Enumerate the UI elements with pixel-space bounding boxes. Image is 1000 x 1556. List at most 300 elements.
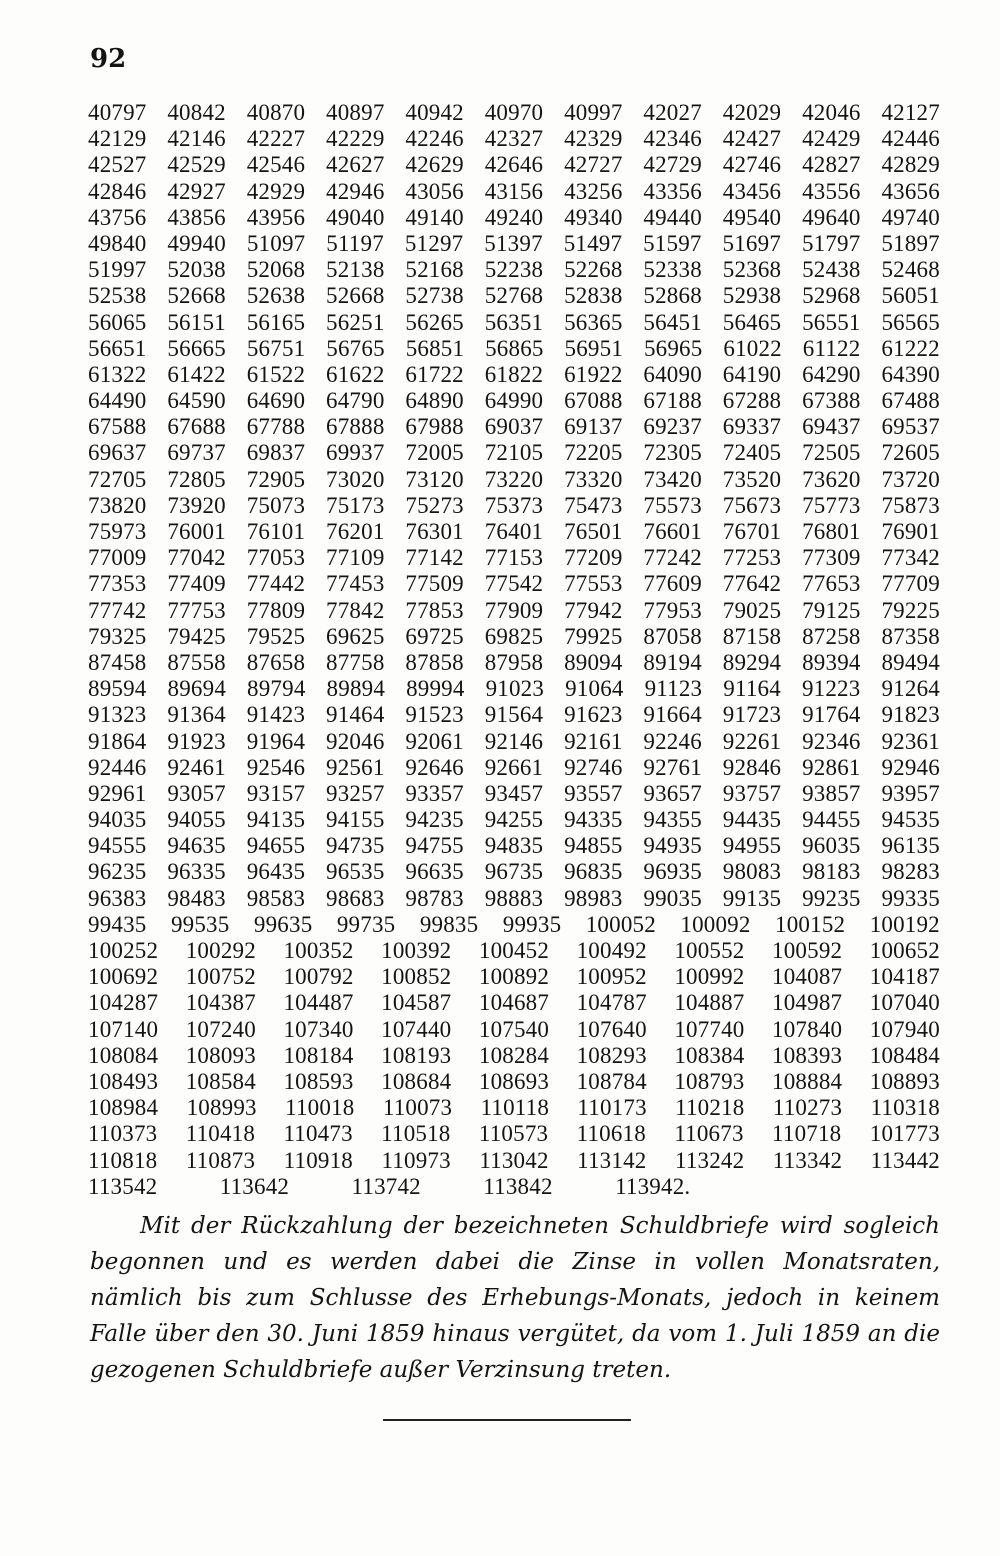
number-row: [88, 179, 940, 205]
number-cell: 77109: [326, 545, 385, 571]
number-cell: 98283: [881, 859, 940, 885]
number-cell: 40870: [246, 100, 306, 125]
number-cell: 79025: [722, 597, 782, 623]
number-cell: 79425: [167, 623, 226, 649]
number-cell: 92046: [326, 728, 385, 754]
number-cell: 77042: [167, 545, 226, 571]
number-cell: 87158: [722, 623, 782, 649]
number-cell: 107240: [185, 1016, 256, 1042]
number-cell: 98183: [802, 859, 861, 885]
number-cell: 72105: [484, 440, 544, 466]
number-cell: 72505: [802, 440, 861, 466]
number-cell: 49440: [643, 204, 702, 230]
number-cell: 77409: [167, 571, 226, 597]
number-cell: 89894: [326, 676, 386, 702]
number-cell: 42529: [167, 152, 226, 178]
number-cell: 52138: [326, 257, 385, 283]
number-cell: 77653: [802, 571, 861, 597]
number-cell: 87258: [802, 623, 861, 649]
number-cell: 77742: [88, 597, 147, 623]
number-row: [88, 336, 940, 362]
number-cell: 100252: [88, 938, 159, 963]
number-cell: 79325: [88, 623, 147, 649]
number-cell: 49240: [484, 204, 544, 230]
number-cell: 91423: [246, 702, 306, 728]
number-cell: 61222: [881, 335, 940, 361]
number-cell: 107440: [381, 1016, 452, 1042]
number-cell: 100952: [576, 964, 647, 990]
number-cell: 92061: [405, 728, 464, 754]
number-cell: 72605: [881, 440, 940, 466]
number-cell: 108684: [381, 1068, 452, 1094]
number-cell: 51397: [484, 230, 543, 256]
number-cell: 110273: [772, 1095, 843, 1121]
number-cell: 100852: [381, 964, 452, 990]
number-row: [88, 886, 940, 912]
number-cell: 79525: [246, 623, 306, 649]
number-cell: 94735: [326, 833, 385, 859]
number-cell: 99935: [502, 911, 562, 937]
number-cell: 98883: [484, 885, 544, 911]
number-cell: 91764: [802, 702, 861, 728]
number-cell: 91723: [722, 702, 782, 728]
number-cell: 91864: [88, 728, 147, 754]
number-cell: 113242: [674, 1147, 745, 1173]
number-row: [88, 964, 940, 990]
number-cell: 110873: [185, 1147, 256, 1173]
number-cell: 49140: [405, 204, 464, 230]
number-cell: 77853: [405, 597, 464, 623]
number-cell: 92561: [326, 754, 385, 780]
number-cell: 77509: [405, 571, 464, 597]
number-cell: 52338: [643, 257, 702, 283]
number-cell: 108093: [185, 1042, 256, 1068]
number-cell: 77442: [246, 571, 306, 597]
number-cell: 107640: [576, 1016, 647, 1042]
number-cell: 98083: [722, 859, 782, 885]
number-cell: 108193: [381, 1042, 452, 1068]
number-cell: 72005: [405, 440, 464, 466]
number-row: [88, 755, 940, 781]
number-cell: 40997: [564, 100, 623, 125]
number-cell: 67388: [802, 388, 861, 414]
number-cell: 73820: [88, 492, 147, 518]
number-cell: 56851: [405, 335, 465, 361]
number-cell: 91564: [484, 702, 544, 728]
number-row: [88, 519, 940, 545]
number-cell: 76901: [881, 519, 940, 544]
number-cell: 75973: [88, 519, 147, 544]
number-cell: 67588: [88, 414, 147, 440]
number-cell: 96235: [88, 859, 147, 885]
number-row: [88, 440, 940, 466]
number-cell: 69937: [326, 440, 385, 466]
number-cell: 73720: [881, 466, 940, 492]
number-cell: 93657: [643, 780, 702, 806]
number-cell: 108484: [869, 1042, 940, 1068]
number-cell: 56051: [881, 283, 940, 309]
number-cell: 110073: [382, 1095, 453, 1121]
number-cell: 99435: [88, 911, 147, 937]
number-cell: 69825: [484, 623, 544, 649]
number-cell: 42729: [643, 152, 702, 178]
number-cell: 101773: [869, 1121, 940, 1147]
number-cell: 67288: [722, 388, 782, 414]
number-cell: 56765: [326, 335, 385, 361]
number-cell: 107540: [478, 1016, 550, 1042]
number-cell: 67988: [405, 414, 464, 440]
number-cell: 92246: [643, 728, 702, 754]
number-cell: 51997: [88, 257, 147, 283]
number-cell: 69837: [246, 440, 306, 466]
number-cell: 108984: [88, 1095, 159, 1121]
number-cell: 100692: [88, 964, 159, 990]
number-cell: 113442: [870, 1147, 940, 1173]
number-cell: 52668: [167, 283, 226, 309]
number-cell: 94235: [405, 807, 464, 833]
number-cell: 108793: [674, 1068, 745, 1094]
number-row: [88, 1069, 940, 1095]
number-cell: 113942.: [615, 1173, 691, 1199]
number-cell: 91623: [564, 702, 623, 728]
number-cell: 77209: [564, 545, 623, 571]
number-cell: 92346: [802, 728, 861, 754]
number-cell: 42946: [326, 178, 385, 204]
number-cell: 52638: [246, 283, 306, 309]
number-cell: 42327: [484, 126, 544, 152]
number-cell: 77253: [722, 545, 782, 571]
number-cell: 91264: [881, 676, 940, 702]
number-cell: 77842: [326, 597, 385, 623]
number-cell: 64190: [722, 361, 782, 387]
number-cell: 52738: [405, 283, 464, 309]
number-row: [88, 126, 940, 152]
number-cell: 72405: [722, 440, 782, 466]
number-cell: 76401: [484, 519, 544, 544]
number-cell: 69537: [881, 414, 940, 440]
number-cell: 77542: [484, 571, 544, 597]
closing-rule: [383, 1419, 631, 1421]
number-row: [88, 257, 940, 283]
number-cell: 42246: [405, 126, 464, 152]
number-cell: 64690: [246, 388, 306, 414]
number-row: [88, 624, 940, 650]
number-cell: 42229: [326, 126, 385, 152]
number-cell: 77809: [246, 597, 306, 623]
number-cell: 56351: [484, 309, 544, 335]
number-cell: 67688: [167, 414, 226, 440]
number-row: [88, 571, 940, 597]
number-cell: 77709: [881, 571, 940, 597]
number-cell: 40942: [405, 100, 464, 125]
number-cell: 43056: [405, 178, 464, 204]
number-cell: 56251: [326, 309, 385, 335]
number-row: [88, 912, 940, 938]
closing-paragraph: Mit der Rückzahlung der bezeichneten Schuldbriefe wird sogleich begonnen und es werden dabei die Zinse in vollen Monatsraten, nämlich bis zum Schlusse des Erhebungs-Monats, jedoch in keinem Falle über den 30. Juni 1859 hinaus vergütet, da vom 1. Juli 1859 an die gezogenen Schuldbriefe außer Verzinsung treten.: [90, 1213, 940, 1383]
number-cell: 92161: [564, 728, 623, 754]
number-cell: 75173: [326, 492, 385, 518]
number-cell: 51597: [643, 230, 702, 256]
number-cell: 107040: [869, 990, 940, 1016]
number-cell: 75073: [246, 492, 306, 518]
number-cell: 94655: [246, 833, 306, 859]
number-cell: 89094: [564, 649, 623, 675]
number-row: [88, 1043, 940, 1069]
number-cell: 40842: [167, 100, 226, 125]
number-cell: 110518: [381, 1121, 451, 1147]
number-row: [88, 859, 940, 885]
number-cell: 87858: [405, 649, 464, 675]
number-cell: 73620: [802, 466, 861, 492]
number-row: [88, 362, 940, 388]
number-cell: 100192: [869, 911, 940, 937]
number-cell: 104987: [772, 990, 843, 1016]
number-cell: 94635: [167, 833, 226, 859]
number-cell: 100152: [775, 911, 846, 937]
number-cell: 110818: [88, 1147, 158, 1173]
number-cell: 96735: [484, 859, 544, 885]
number-cell: 99735: [336, 911, 396, 937]
number-cell: 104587: [381, 990, 452, 1016]
number-cell: 99335: [881, 885, 940, 911]
number-cell: 56665: [167, 335, 226, 361]
number-cell: 91664: [643, 702, 702, 728]
number-cell: 89794: [247, 676, 306, 702]
number-cell: 110718: [772, 1121, 842, 1147]
number-cell: 76301: [405, 519, 464, 544]
number-cell: 92446: [88, 754, 147, 780]
number-cell: 77053: [246, 545, 306, 571]
number-cell: 110318: [870, 1095, 940, 1121]
number-cell: 52368: [722, 257, 782, 283]
number-cell: 100352: [283, 938, 354, 963]
number-cell: 93057: [167, 780, 226, 806]
number-cell: 52668: [326, 283, 385, 309]
number-cell: 69137: [564, 414, 623, 440]
number-cell: 75773: [802, 492, 861, 518]
number-row: [88, 310, 940, 336]
number-cell: 69625: [326, 623, 385, 649]
number-cell: 76201: [326, 519, 385, 544]
number-cell: 94755: [405, 833, 464, 859]
number-cell: 108284: [478, 1042, 550, 1068]
number-cell: 108384: [674, 1042, 745, 1068]
number-row: [88, 1095, 940, 1121]
number-cell: 72805: [167, 466, 226, 492]
number-row: [88, 676, 940, 702]
number-cell: 93957: [881, 780, 940, 806]
number-cell: 94955: [722, 833, 782, 859]
number-cell: 76801: [802, 519, 861, 544]
number-cell: 99235: [802, 885, 861, 911]
number-cell: 56065: [88, 309, 147, 335]
number-cell: 100792: [283, 964, 354, 990]
number-cell: 56165: [246, 309, 306, 335]
number-cell: 92261: [722, 728, 782, 754]
number-cell: 43356: [643, 178, 702, 204]
number-cell: 107840: [772, 1016, 843, 1042]
number-cell: 89194: [643, 649, 702, 675]
number-cell: 52438: [802, 257, 861, 283]
number-cell: 42127: [881, 100, 940, 125]
number-row: [88, 938, 940, 964]
number-cell: 49740: [881, 204, 940, 230]
number-cell: 92546: [246, 754, 306, 780]
number-row: [88, 388, 940, 414]
number-cell: 91123: [644, 676, 703, 702]
number-cell: 91323: [88, 702, 147, 728]
number-cell: 92661: [484, 754, 544, 780]
number-row: [88, 283, 940, 309]
number-cell: 91064: [565, 676, 624, 702]
number-cell: 73320: [564, 466, 623, 492]
number-cell: 42929: [246, 178, 306, 204]
number-cell: 67088: [564, 388, 623, 414]
number-cell: 42646: [484, 152, 544, 178]
number-cell: 91964: [246, 728, 306, 754]
number-cell: 96935: [643, 859, 702, 885]
number-cell: 100392: [381, 938, 452, 963]
number-cell: 113042: [479, 1147, 549, 1173]
number-row: [88, 729, 940, 755]
number-cell: 77953: [643, 597, 702, 623]
number-cell: 75573: [643, 492, 702, 518]
number-cell: 91364: [167, 702, 226, 728]
number-cell: 94435: [722, 807, 782, 833]
number-cell: 113542: [88, 1173, 158, 1199]
number-cell: 110573: [478, 1121, 549, 1147]
number-cell: 107340: [283, 1016, 354, 1042]
number-cell: 108084: [88, 1042, 159, 1068]
number-row: [88, 1174, 940, 1200]
number-cell: 77353: [88, 571, 147, 597]
number-cell: 110118: [480, 1095, 550, 1121]
number-cell: 113142: [577, 1147, 647, 1173]
number-cell: 91923: [167, 728, 226, 754]
number-row: [88, 467, 940, 493]
number-cell: 104487: [283, 990, 354, 1016]
number-cell: 76101: [246, 519, 306, 544]
number-cell: 93857: [802, 780, 861, 806]
number-cell: 108393: [772, 1042, 843, 1068]
number-cell: 91523: [405, 702, 464, 728]
number-cell: 75673: [722, 492, 782, 518]
number-cell: 100452: [478, 938, 550, 963]
number-cell: 104887: [674, 990, 745, 1016]
number-cell: 104387: [185, 990, 256, 1016]
number-cell: 96435: [246, 859, 306, 885]
number-cell: 94455: [802, 807, 861, 833]
number-cell: 52768: [484, 283, 544, 309]
number-cell: 64890: [405, 388, 464, 414]
number-cell: 77142: [405, 545, 464, 571]
number-row: [88, 1017, 940, 1043]
number-cell: 87458: [88, 649, 147, 675]
number-cell: 42746: [722, 152, 782, 178]
number-cell: 100592: [772, 938, 843, 963]
number-cell: 100892: [478, 964, 550, 990]
number-cell: 49940: [167, 230, 226, 256]
number-cell: 61322: [88, 361, 147, 387]
number-cell: 43756: [88, 204, 147, 230]
number-cell: 51097: [246, 230, 306, 256]
number-table: [88, 100, 940, 1200]
number-cell: 108584: [185, 1068, 256, 1094]
number-row: [88, 231, 940, 257]
number-row: [88, 100, 940, 126]
number-cell: 61122: [802, 335, 861, 361]
number-cell: 79225: [881, 597, 940, 623]
number-cell: 69437: [802, 414, 861, 440]
number-cell: 99035: [643, 885, 702, 911]
number-cell: 104187: [869, 964, 940, 990]
number-cell: 99835: [419, 911, 479, 937]
number-cell: 93157: [246, 780, 306, 806]
number-row: [88, 833, 940, 859]
number-cell: 113742: [351, 1173, 421, 1199]
number-cell: 61622: [326, 361, 385, 387]
number-cell: 49040: [326, 204, 385, 230]
number-cell: 61822: [484, 361, 544, 387]
number-cell: 61422: [167, 361, 226, 387]
number-cell: 89994: [406, 676, 465, 702]
number-cell: 77309: [802, 545, 861, 571]
number-cell: 69637: [88, 440, 147, 466]
number-cell: 98783: [405, 885, 464, 911]
number-cell: 99135: [722, 885, 782, 911]
number-row: [88, 1121, 940, 1147]
number-cell: 91023: [485, 676, 545, 702]
number-cell: 42527: [88, 152, 147, 178]
page-number: 92: [90, 44, 127, 74]
number-cell: 56865: [485, 335, 544, 361]
number-cell: 76001: [167, 519, 226, 544]
number-cell: 94055: [167, 807, 226, 833]
number-cell: 96335: [167, 859, 226, 885]
number-cell: 52838: [564, 283, 623, 309]
number-cell: 93757: [722, 780, 782, 806]
number-cell: 100092: [680, 911, 751, 937]
number-cell: 56651: [88, 335, 147, 361]
number-cell: 77453: [326, 571, 385, 597]
number-cell: 49540: [722, 204, 782, 230]
number-cell: 91823: [881, 702, 940, 728]
number-cell: 42029: [722, 100, 782, 125]
number-cell: 42046: [802, 100, 861, 125]
number-cell: 76501: [564, 519, 623, 544]
number-cell: 100052: [585, 911, 656, 937]
number-row: [88, 545, 940, 571]
number-cell: 96635: [405, 859, 464, 885]
number-cell: 42629: [405, 152, 464, 178]
number-row: [88, 650, 940, 676]
number-cell: 96035: [802, 833, 861, 859]
number-cell: 100552: [674, 938, 745, 963]
number-cell: 73120: [405, 466, 464, 492]
number-cell: 96835: [564, 859, 623, 885]
number-cell: 92746: [564, 754, 623, 780]
number-cell: 89694: [167, 676, 227, 702]
number-row: [88, 414, 940, 440]
number-cell: 42346: [643, 126, 702, 152]
number-cell: 110618: [576, 1121, 646, 1147]
number-cell: 52168: [405, 257, 464, 283]
number-cell: 52538: [88, 283, 147, 309]
number-cell: 93357: [405, 780, 464, 806]
number-cell: 108693: [478, 1068, 550, 1094]
number-cell: 56451: [643, 309, 702, 335]
number-cell: 52268: [564, 257, 623, 283]
